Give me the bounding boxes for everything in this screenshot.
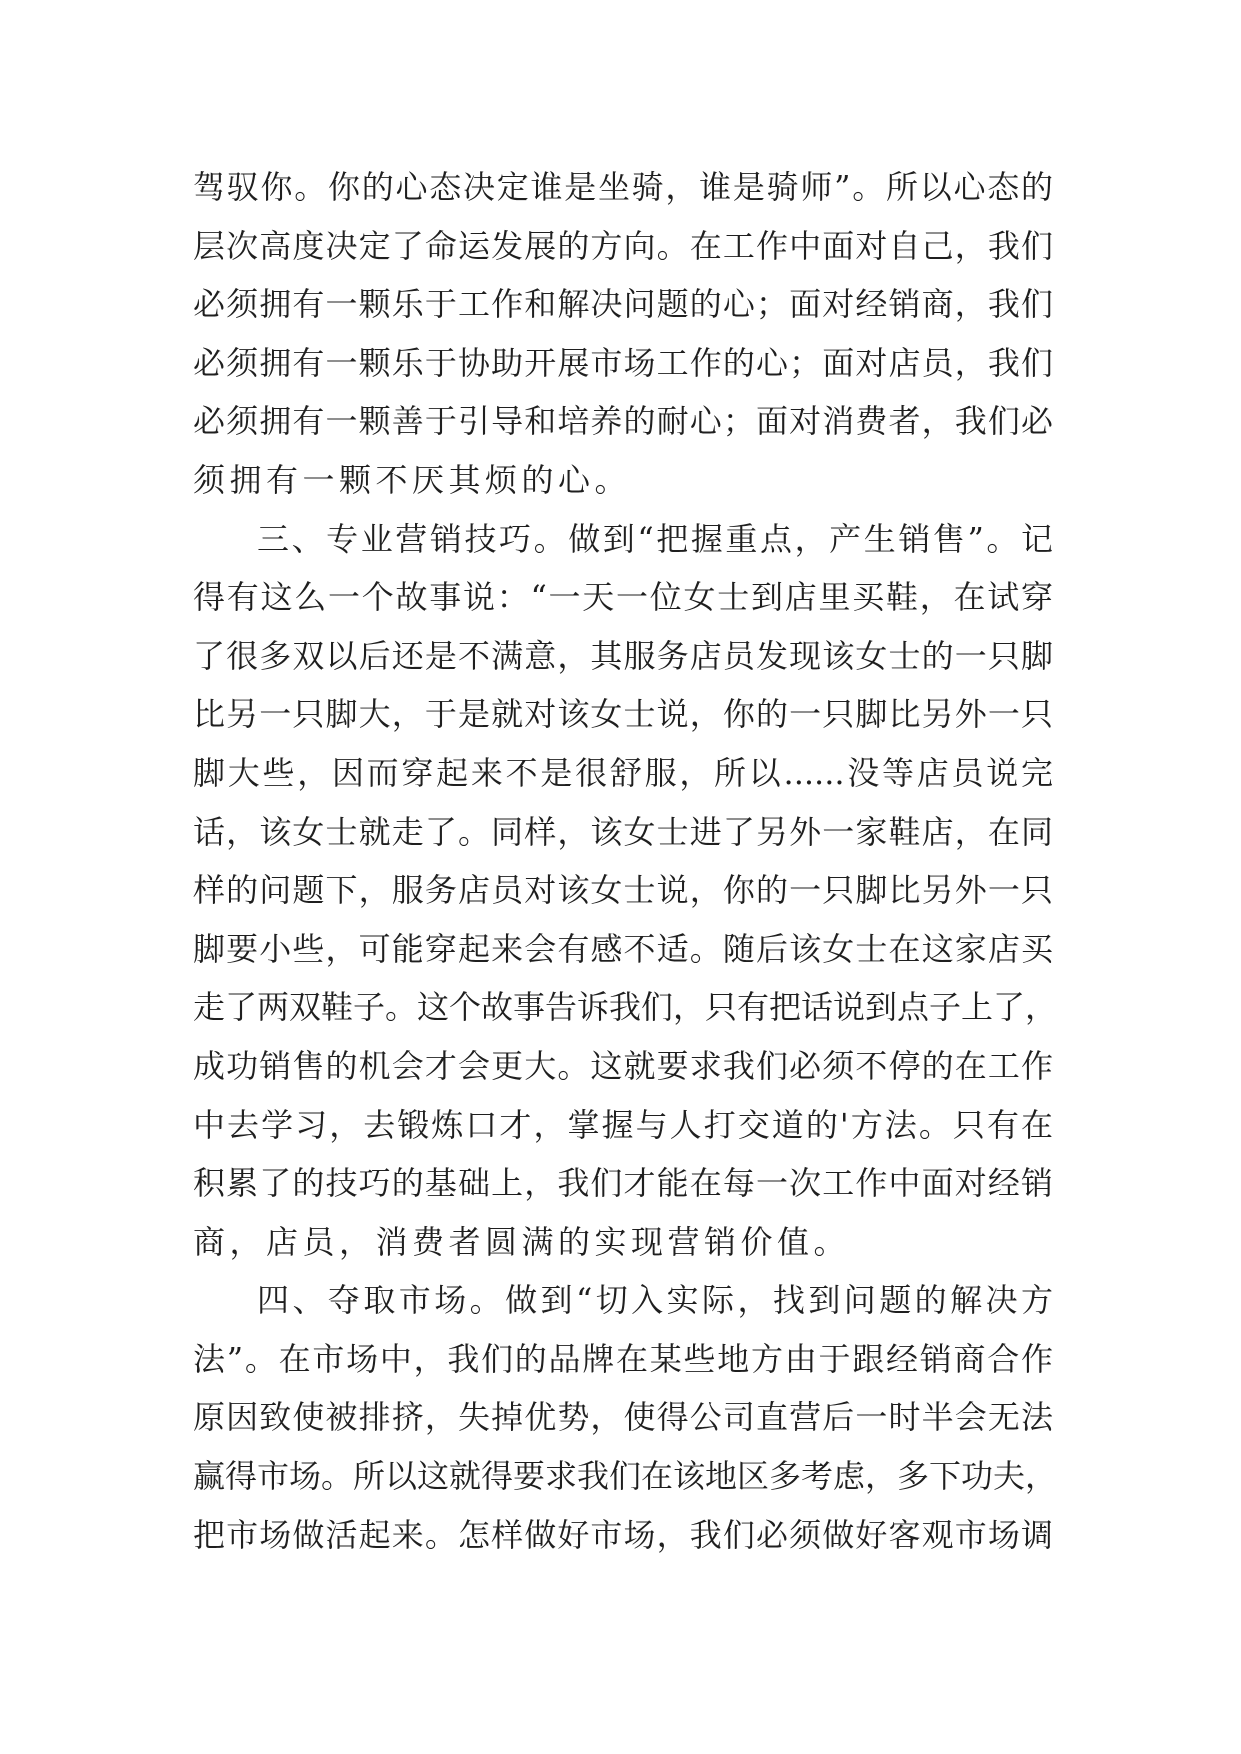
text-line: 样的问题下，服务店员对该女士说，你的一只脚比另外一只 — [193, 871, 1053, 910]
text-line: 赢得市场。所以这就得要求我们在该地区多考虑，多下功夫， — [193, 1457, 1058, 1496]
text-line: 须拥有一颗不厌其烦的心。 — [193, 460, 632, 499]
paragraph-first-line: 四、夺取市场。做到“切入实际，找到问题的解决方 — [257, 1281, 1053, 1320]
text-line: 积累了的技巧的基础上，我们才能在每一次工作中面对经销 — [193, 1164, 1053, 1203]
text-line: 成功销售的机会才会更大。这就要求我们必须不停的在工作 — [193, 1046, 1053, 1085]
text-line: 中去学习，去锻炼口才，掌握与人打交道的'方法。只有在 — [193, 1105, 1053, 1144]
text-line: 走了两双鞋子。这个故事告诉我们，只有把话说到点子上了， — [193, 988, 1058, 1027]
text-line: 了很多双以后还是不满意，其服务店员发现该女士的一只脚 — [193, 636, 1053, 675]
body-text — [193, 158, 1058, 1564]
text-line: 比另一只脚大，于是就对该女士说，你的一只脚比另外一只 — [193, 695, 1053, 734]
text-line: 层次高度决定了命运发展的方向。在工作中面对自己，我们 — [193, 226, 1053, 265]
text-line: 原因致使被排挤，失掉优势，使得公司直营后一时半会无法 — [193, 1398, 1053, 1437]
text-line: 必须拥有一颗乐于协助开展市场工作的心；面对店员，我们 — [193, 343, 1053, 382]
paragraph-first-line: 三、专业营销技巧。做到“把握重点，产生销售”。记 — [257, 519, 1053, 558]
text-line: 脚要小些，可能穿起来会有感不适。随后该女士在这家店买 — [193, 929, 1053, 968]
text-line: 得有这么一个故事说：“一天一位女士到店里买鞋，在试穿 — [193, 578, 1053, 617]
text-line: 商，店员，消费者圆满的实现营销价值。 — [193, 1222, 851, 1261]
text-line: 脚大些，因而穿起来不是很舒服，所以......没等店员说完 — [193, 753, 1053, 792]
text-line: 把市场做活起来。怎样做好市场，我们必须做好客观市场调 — [193, 1515, 1053, 1554]
text-line: 话，该女士就走了。同样，该女士进了另外一家鞋店，在同 — [193, 812, 1053, 851]
text-line: 必须拥有一颗乐于工作和解决问题的心；面对经销商，我们 — [193, 285, 1053, 324]
text-line: 必须拥有一颗善于引导和培养的耐心；面对消费者，我们必 — [193, 402, 1053, 441]
text-line: 法”。在市场中，我们的品牌在某些地方由于跟经销商合作 — [193, 1339, 1053, 1378]
text-line: 驾驭你。你的心态决定谁是坐骑，谁是骑师”。所以心态的 — [193, 168, 1053, 206]
